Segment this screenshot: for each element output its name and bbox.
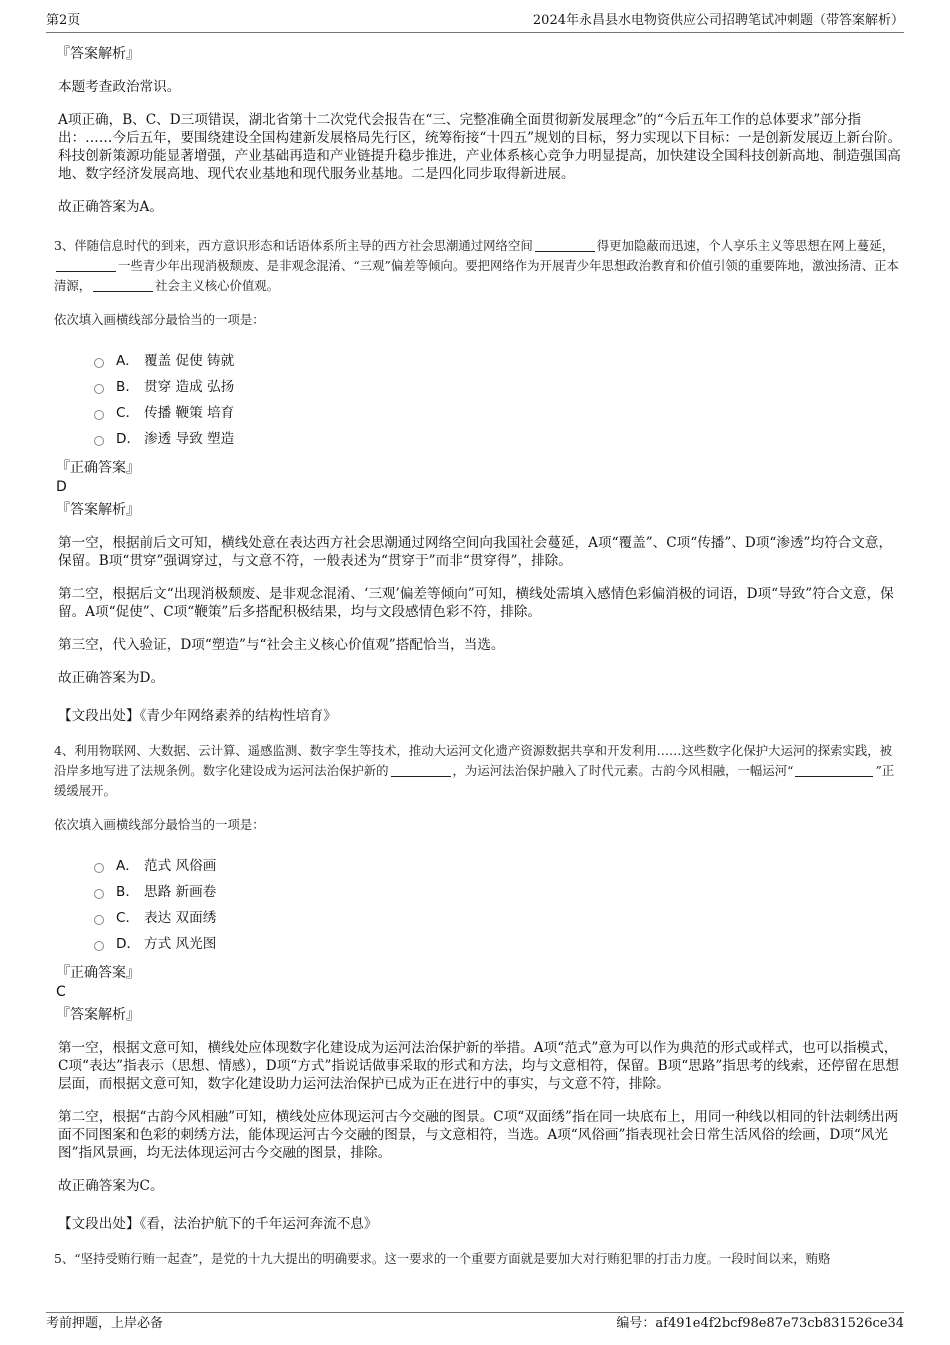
document-title: 2024年永昌县水电物资供应公司招聘笔试冲刺题（带答案解析） <box>532 13 904 28</box>
option-letter: B． <box>116 379 139 395</box>
document-body <box>46 38 902 1269</box>
q3-option-a[interactable] <box>94 348 902 374</box>
q3-analysis-p2: 第二空，根据后文“出现消极颓废、是非观念混淆、‘三观’偏差等倾向”可知，横线处需填入感情色彩偏消极的词语，D项“导致”符合文意，保留。A项“促使”、C项“鞭策”后多搭配积极结果，均与文段感情色彩不符，排除。 <box>58 586 894 620</box>
q4-analysis-p2: 第二空，根据“古韵今风相融”可知，横线处应体现运河古今交融的图景。C项“双面绣”指在同一块底布上，用同一种线以相同的针法刺绣出两面不同图案和色彩的刺绣方法，能体现运河古今交融的图景，与文意相符，当选。A项“风俗画”指表现社会日常生活风俗的绘画，D项“风光图”指风景画，均无法体现运河古今交融的图景，排除。 <box>58 1109 899 1161</box>
radio-icon[interactable] <box>94 889 104 899</box>
radio-icon[interactable] <box>94 410 104 420</box>
radio-icon[interactable] <box>94 863 104 873</box>
q3-blank-2 <box>56 257 116 272</box>
option-text: 范式 风俗画 <box>144 858 217 874</box>
q2-analysis-p3: 故正确答案为A。 <box>58 199 163 215</box>
option-letter: A． <box>116 858 139 874</box>
q4-stem-part-b: ，为运河法治保护融入了时代元素。古韵今风相融，一幅运河“ <box>452 763 794 778</box>
q3-analysis-label: 『答案解析』 <box>56 502 140 518</box>
q4-stem-part-a: 4、利用物联网、大数据、云计算、遥感监测、数字孪生等技术，推动大运河文化遗产资源数据共享和开发利用……这些数字化保护大运河的探索实践，被沿岸多地写进了法规条例。数字化建设成为运河法治保护新的 <box>54 743 893 778</box>
q4-correct-label: 『正确答案』 <box>56 965 140 981</box>
q4-stem-part-c: ”正缓缓展开。 <box>54 763 895 798</box>
footer-slogan: 考前押题，上岸必备 <box>46 1316 164 1331</box>
radio-icon[interactable] <box>94 384 104 394</box>
q2-analysis-p1: 本题考查政治常识。 <box>58 79 181 95</box>
document-code: 编号：af491e4f2bcf98e87e73cb831526ce34 <box>616 1316 904 1331</box>
q4-instruction: 依次填入画横线部分最恰当的一项是： <box>54 817 265 832</box>
q3-instruction: 依次填入画横线部分最恰当的一项是： <box>54 312 265 327</box>
page-header <box>46 10 904 33</box>
q3-correct-label: 『正确答案』 <box>56 460 140 476</box>
radio-icon[interactable] <box>94 941 104 951</box>
q4-analysis-p1: 第一空，根据文意可知，横线处应体现数字化建设成为运河法治保护新的举措。A项“范式”意为可以作为典范的形式或样式，也可以指模式，C项“表达”指表示（思想、情感），D项“方式”指说话做事采取的形式和方法，均与文意相符，保留。B项“思路”指思考的线索，还停留在思想层面，而根据文意可知，数字化建设助力运河法治保护已成为正在进行中的事实，与文意不符，排除。 <box>58 1040 900 1092</box>
option-letter: D． <box>116 936 141 952</box>
option-text: 渗透 导致 塑造 <box>144 431 235 447</box>
q3-analysis-p4: 故正确答案为D。 <box>58 670 165 686</box>
q3-stem-part-c: 一些青少年出现消极颓废、是非观念混淆、“三观”偏差等倾向。要把网络作为开展青少年思想政治教育和价值引领的重要阵地，激浊扬清、正本清源， <box>54 258 899 293</box>
source-label: 【文段出处】 <box>58 1216 140 1232</box>
q3-correct-answer: D <box>56 479 67 495</box>
option-text: 贯穿 造成 弘扬 <box>144 379 235 395</box>
source-label: 【文段出处】 <box>58 708 140 724</box>
q3-option-d[interactable] <box>94 426 902 452</box>
q4-source <box>58 1215 902 1233</box>
q4-blank-1 <box>391 762 451 777</box>
q3-blank-1 <box>535 237 595 252</box>
q4-stem <box>54 741 902 801</box>
option-letter: D． <box>116 431 141 447</box>
option-text: 方式 风光图 <box>144 936 217 952</box>
q3-options <box>46 348 902 452</box>
q3-analysis-p1: 第一空，根据前后文可知，横线处意在表达西方社会思潮通过网络空间向我国社会蔓延，A项“覆盖”、C项“传播”、D项“渗透”均符合文意，保留。B项“贯穿”强调穿过，与文意不符，一般表述为“贯穿于”而非“贯穿得”，排除。 <box>58 535 893 569</box>
source-title: 《看，法治护航下的千年运河奔流不息》 <box>139 1216 378 1232</box>
q3-stem-part-a: 3、伴随信息时代的到来，西方意识形态和话语体系所主导的西方社会思潮通过网络空间 <box>54 238 533 253</box>
q2-analysis-p2: A项正确，B、C、D三项错误，湖北省第十二次党代会报告在“三、完整准确全面贯彻新发展理念”的“今后五年工作的总体要求”部分指出：……今后五年，要围绕建设全国构建新发展格局先行区，统筹衔接“十四五”规划的目标，努力实现以下目标：一是创新发展迈上新台阶。科技创新策源功能显著增强，产业基础再造和产业链提升稳步推进，产业体系核心竞争力明显提高，加快建设全国科技创新高地、制造强国高地、数字经济发展高地、现代农业基地和现代服务业基地。二是四化同步取得新进展。 <box>58 112 902 182</box>
q5-stem: 5、“坚持受贿行贿一起查”，是党的十九大提出的明确要求。这一要求的一个重要方面就是要加大对行贿犯罪的打击力度。一段时间以来，贿赂 <box>54 1251 831 1266</box>
q4-correct-answer: C <box>56 984 66 1000</box>
q4-option-a[interactable] <box>94 853 902 879</box>
option-text: 思路 新画卷 <box>144 884 217 900</box>
q3-stem <box>54 236 902 296</box>
option-letter: C． <box>116 405 140 421</box>
page-number: 第2页 <box>46 13 81 28</box>
q4-blank-2 <box>795 762 873 777</box>
radio-icon[interactable] <box>94 358 104 368</box>
option-letter: B． <box>116 884 139 900</box>
q3-blank-3 <box>93 277 153 292</box>
radio-icon[interactable] <box>94 436 104 446</box>
q4-analysis-label: 『答案解析』 <box>56 1007 140 1023</box>
q4-option-c[interactable] <box>94 905 902 931</box>
q2-analysis-label: 『答案解析』 <box>56 46 140 62</box>
q4-options <box>46 853 902 957</box>
source-title: 《青少年网络素养的结构性培育》 <box>139 708 337 724</box>
q3-analysis-p3: 第三空，代入验证，D项“塑造”与“社会主义核心价值观”搭配恰当，当选。 <box>58 637 505 653</box>
q4-option-b[interactable] <box>94 879 902 905</box>
radio-icon[interactable] <box>94 915 104 925</box>
option-letter: C． <box>116 910 140 926</box>
q3-stem-part-d: 社会主义核心价值观。 <box>155 278 280 293</box>
q4-analysis-p3: 故正确答案为C。 <box>58 1178 164 1194</box>
page-footer <box>46 1312 904 1335</box>
q3-option-c[interactable] <box>94 400 902 426</box>
q3-stem-part-b: 得更加隐蔽而迅速，个人享乐主义等思想在网上蔓延， <box>596 238 895 253</box>
option-text: 覆盖 促使 铸就 <box>144 353 235 369</box>
option-letter: A． <box>116 353 139 369</box>
q3-option-b[interactable] <box>94 374 902 400</box>
q4-option-d[interactable] <box>94 931 902 957</box>
option-text: 传播 鞭策 培育 <box>144 405 235 421</box>
option-text: 表达 双面绣 <box>144 910 217 926</box>
q3-source <box>58 707 902 725</box>
